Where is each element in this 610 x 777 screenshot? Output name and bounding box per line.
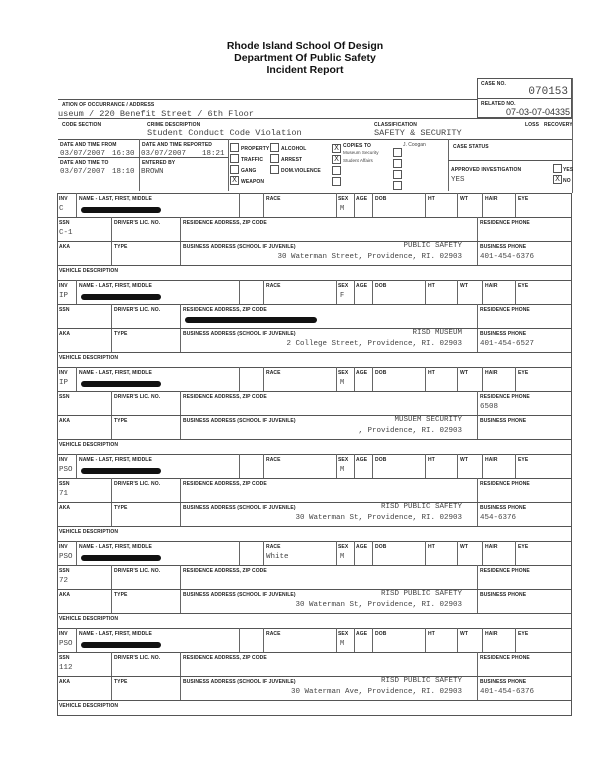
name-label: NAME - LAST, FIRST, MIDDLE — [79, 370, 152, 376]
sex-label: SEX — [338, 544, 349, 550]
business-phone-value: 454-6376 — [480, 514, 517, 522]
business-name-value: RISD MUSEUM — [412, 329, 462, 337]
ht-label: HT — [428, 457, 435, 463]
classification-value: SAFETY & SECURITY — [374, 128, 462, 138]
sex-label: SEX — [338, 370, 349, 376]
business-address-label: BUSINESS ADDRESS (SCHOOL IF JUVENILE) — [183, 418, 296, 424]
eye-label: EYE — [518, 631, 529, 637]
drivers-license-label: DRIVER'S LIC. NO. — [114, 481, 161, 487]
business-phone-label: BUSINESS PHONE — [480, 679, 527, 685]
type-label: TYPE — [114, 418, 128, 424]
inv-value: PSO — [59, 640, 73, 648]
ssn-label: SSN — [59, 655, 70, 661]
inv-value: PSO — [59, 553, 73, 561]
case-number-value: 070153 — [528, 86, 568, 98]
person-block — [57, 628, 572, 715]
vehicle-description-label: VEHICLE DESCRIPTION — [59, 529, 119, 535]
vehicle-description-label: VEHICLE DESCRIPTION — [59, 703, 119, 709]
approved-no-checkbox[interactable]: X — [553, 175, 562, 184]
date-from-value: 03/07/2007 — [60, 150, 106, 158]
age-label: AGE — [356, 544, 368, 550]
wt-label: WT — [460, 631, 468, 637]
sex-label: SEX — [338, 457, 349, 463]
aka-label: AKA — [59, 592, 71, 598]
race-label: RACE — [266, 283, 281, 289]
copies-to-label: COPIES TO — [343, 143, 372, 149]
vehicle-description-label: VEHICLE DESCRIPTION — [59, 616, 119, 622]
sex-label: SEX — [338, 283, 349, 289]
business-name-value: RISD PUBLIC SAFETY — [380, 677, 462, 685]
dom-violence-label: DOM.VIOLENCE — [281, 168, 321, 174]
dob-label: DOB — [375, 283, 387, 289]
residence-address-label: RESIDENCE ADDRESS, ZIP CODE — [183, 394, 267, 400]
business-phone-label: BUSINESS PHONE — [480, 505, 527, 511]
ssn-value: C-1 — [59, 229, 73, 237]
hair-label: HAIR — [485, 370, 498, 376]
person-block — [57, 280, 572, 367]
business-phone-label: BUSINESS PHONE — [480, 244, 527, 250]
vehicle-description-label: VEHICLE DESCRIPTION — [59, 355, 119, 361]
business-name-value: MUSUEM SECURITY — [394, 416, 462, 424]
sex-value: M — [340, 379, 345, 387]
copy-blank-checkbox-1[interactable] — [332, 166, 341, 175]
copy-extra-checkbox-3[interactable] — [393, 170, 402, 179]
aka-label: AKA — [59, 679, 71, 685]
crime-description-value: Student Conduct Code Violation — [147, 128, 302, 138]
weapon-checkbox[interactable]: X — [230, 176, 239, 185]
inv-label: INV — [59, 544, 68, 550]
alcohol-checkbox[interactable] — [270, 143, 279, 152]
date-reported-label: DATE AND TIME REPORTED — [142, 142, 212, 148]
business-phone-label: BUSINESS PHONE — [480, 331, 527, 337]
residence-address-label: RESIDENCE ADDRESS, ZIP CODE — [183, 220, 267, 226]
race-label: RACE — [266, 370, 281, 376]
ssn-value: 112 — [59, 664, 73, 672]
drivers-license-label: DRIVER'S LIC. NO. — [114, 655, 161, 661]
entered-by-value: BROWN — [141, 168, 164, 176]
name-label: NAME - LAST, FIRST, MIDDLE — [79, 544, 152, 550]
copy-extra-name: J. Coogan — [403, 142, 426, 148]
copy-student-affairs-checkbox[interactable]: X — [332, 155, 341, 164]
business-phone-label: BUSINESS PHONE — [480, 418, 527, 424]
residence-phone-label: RESIDENCE PHONE — [480, 655, 530, 661]
name-label: NAME - LAST, FIRST, MIDDLE — [79, 631, 152, 637]
business-phone-value: 401-454-6376 — [480, 253, 535, 261]
location-label: ATION OF OCCURRANCE / ADDRESS — [62, 102, 155, 108]
dob-label: DOB — [375, 457, 387, 463]
aka-label: AKA — [59, 418, 71, 424]
name-label: NAME - LAST, FIRST, MIDDLE — [79, 457, 152, 463]
race-label: RACE — [266, 457, 281, 463]
ssn-value: 72 — [59, 577, 69, 585]
gang-label: GANG — [241, 168, 257, 174]
report-department: Department Of Public Safety — [234, 52, 376, 64]
residence-phone-label: RESIDENCE PHONE — [480, 220, 530, 226]
wt-label: WT — [460, 544, 468, 550]
type-label: TYPE — [114, 592, 128, 598]
time-reported-value: 18:21 — [202, 150, 225, 158]
related-number-value: 07-03-07-04335 — [505, 107, 570, 117]
case-number-label: CASE NO. — [481, 81, 506, 87]
inv-value: PSO — [59, 466, 73, 474]
business-phone-value: 401-454-6527 — [480, 340, 535, 348]
residence-phone-label: RESIDENCE PHONE — [480, 481, 530, 487]
ssn-label: SSN — [59, 220, 70, 226]
code-section-label: CODE SECTION — [62, 122, 102, 128]
name-label: NAME - LAST, FIRST, MIDDLE — [79, 283, 152, 289]
business-address-label: BUSINESS ADDRESS (SCHOOL IF JUVENILE) — [183, 679, 296, 685]
sex-value: M — [340, 640, 345, 648]
wt-label: WT — [460, 283, 468, 289]
redacted-name — [81, 642, 161, 648]
redacted-name — [81, 555, 161, 561]
copy-extra-checkbox-2[interactable] — [393, 159, 402, 168]
date-reported-value: 03/07/2007 — [141, 150, 187, 158]
copy-museum-security-checkbox[interactable]: X — [332, 144, 341, 153]
residence-address-label: RESIDENCE ADDRESS, ZIP CODE — [183, 307, 267, 313]
redacted-name — [81, 381, 161, 387]
dob-label: DOB — [375, 631, 387, 637]
ssn-value: 71 — [59, 490, 69, 498]
gang-checkbox[interactable] — [230, 165, 239, 174]
sex-label: SEX — [338, 631, 349, 637]
sex-label: SEX — [338, 196, 349, 202]
time-from-value: 16:30 — [112, 150, 135, 158]
inv-value: IP — [59, 292, 69, 300]
inv-label: INV — [59, 196, 68, 202]
approved-investigation-value: YES — [451, 176, 465, 184]
person-block — [57, 193, 572, 280]
inv-label: INV — [59, 631, 68, 637]
residence-phone-label: RESIDENCE PHONE — [480, 394, 530, 400]
business-name-value: PUBLIC SAFETY — [403, 242, 462, 250]
residence-address-label: RESIDENCE ADDRESS, ZIP CODE — [183, 568, 267, 574]
residence-address-label: RESIDENCE ADDRESS, ZIP CODE — [183, 655, 267, 661]
type-label: TYPE — [114, 331, 128, 337]
wt-label: WT — [460, 370, 468, 376]
copy-student-affairs-label: Student Affairs — [343, 158, 373, 163]
ht-label: HT — [428, 544, 435, 550]
type-label: TYPE — [114, 505, 128, 511]
aka-label: AKA — [59, 331, 71, 337]
age-label: AGE — [356, 370, 368, 376]
name-label: NAME - LAST, FIRST, MIDDLE — [79, 196, 152, 202]
copy-extra-checkbox-4[interactable] — [393, 181, 402, 190]
race-label: RACE — [266, 196, 281, 202]
crime-description-label: CRIME DESCRIPTION — [147, 122, 201, 128]
business-name-value: RISD PUBLIC SAFETY — [380, 503, 462, 511]
business-address-value: , Providence, RI. 02903 — [358, 427, 462, 435]
ht-label: HT — [428, 196, 435, 202]
business-address-value: 30 Waterman Street, Providence, RI. 02903 — [277, 253, 462, 261]
business-address-value: 30 Waterman Ave, Providence, RI. 02903 — [290, 688, 462, 696]
business-address-label: BUSINESS ADDRESS (SCHOOL IF JUVENILE) — [183, 592, 296, 598]
residence-phone-label: RESIDENCE PHONE — [480, 568, 530, 574]
type-label: TYPE — [114, 679, 128, 685]
business-address-label: BUSINESS ADDRESS (SCHOOL IF JUVENILE) — [183, 505, 296, 511]
property-checkbox[interactable] — [230, 143, 239, 152]
redacted-name — [81, 468, 161, 474]
dob-label: DOB — [375, 196, 387, 202]
race-label: RACE — [266, 544, 281, 550]
age-label: AGE — [356, 196, 368, 202]
drivers-license-label: DRIVER'S LIC. NO. — [114, 568, 161, 574]
hair-label: HAIR — [485, 457, 498, 463]
loss-label: LOSS — [525, 122, 540, 128]
traffic-label: TRAFFIC — [241, 157, 264, 163]
business-phone-value: 401-454-6376 — [480, 688, 535, 696]
ssn-label: SSN — [59, 481, 70, 487]
report-org-name: Rhode Island School Of Design — [226, 40, 384, 52]
date-from-label: DATE AND TIME FROM — [60, 142, 117, 148]
type-label: TYPE — [114, 244, 128, 250]
ht-label: HT — [428, 283, 435, 289]
person-block — [57, 454, 572, 541]
inv-value: C — [59, 205, 64, 213]
hair-label: HAIR — [485, 283, 498, 289]
ht-label: HT — [428, 370, 435, 376]
eye-label: EYE — [518, 283, 529, 289]
approved-investigation-label: APPROVED INVESTIGATION — [451, 167, 522, 173]
arrest-label: ARREST — [281, 157, 303, 163]
eye-label: EYE — [518, 370, 529, 376]
ht-label: HT — [428, 631, 435, 637]
eye-label: EYE — [518, 544, 529, 550]
residence-phone-value: 6508 — [480, 403, 499, 411]
sex-value: M — [340, 205, 345, 213]
drivers-license-label: DRIVER'S LIC. NO. — [114, 307, 161, 313]
person-block — [57, 367, 572, 454]
age-label: AGE — [356, 283, 368, 289]
business-address-label: BUSINESS ADDRESS (SCHOOL IF JUVENILE) — [183, 331, 296, 337]
business-name-value: RISD PUBLIC SAFETY — [380, 590, 462, 598]
inv-value: IP — [59, 379, 69, 387]
business-address-value: 30 Waterman St, Providence, RI. 02903 — [295, 601, 462, 609]
copy-museum-security-label: Museum Security — [343, 150, 379, 155]
alcohol-label: ALCOHOL — [281, 146, 307, 152]
race-value: White — [266, 553, 289, 561]
ssn-label: SSN — [59, 568, 70, 574]
property-label: PROPERTY — [241, 146, 270, 152]
hair-label: HAIR — [485, 631, 498, 637]
arrest-checkbox[interactable] — [270, 154, 279, 163]
redacted-residence-address — [185, 317, 317, 323]
aka-label: AKA — [59, 505, 71, 511]
age-label: AGE — [356, 631, 368, 637]
dom-violence-checkbox[interactable] — [270, 165, 279, 174]
case-status-label: CASE STATUS — [453, 144, 489, 150]
related-number-box — [477, 98, 572, 118]
business-address-value: 30 Waterman St, Providence, RI. 02903 — [295, 514, 462, 522]
sex-value: M — [340, 466, 345, 474]
redacted-name — [81, 207, 161, 213]
ssn-label: SSN — [59, 394, 70, 400]
redacted-name — [81, 294, 161, 300]
weapon-label: WEAPON — [241, 179, 265, 185]
location-value: useum / 220 Benefit Street / 6th Floor — [58, 109, 254, 119]
race-label: RACE — [266, 631, 281, 637]
approved-yes-label: YES — [563, 167, 574, 173]
residence-phone-label: RESIDENCE PHONE — [480, 307, 530, 313]
entered-by-label: ENTERED BY — [142, 160, 176, 166]
date-to-value: 03/07/2007 — [60, 168, 106, 176]
date-to-label: DATE AND TIME TO — [60, 160, 109, 166]
copy-blank-checkbox-2[interactable] — [332, 177, 341, 186]
ssn-label: SSN — [59, 307, 70, 313]
eye-label: EYE — [518, 196, 529, 202]
case-number-box — [477, 78, 572, 99]
inv-label: INV — [59, 457, 68, 463]
inv-label: INV — [59, 370, 68, 376]
classification-label: CLASSIFICATION — [374, 122, 417, 128]
drivers-license-label: DRIVER'S LIC. NO. — [114, 394, 161, 400]
sex-value: F — [340, 292, 345, 300]
person-block — [57, 541, 572, 628]
approved-yes-checkbox[interactable] — [553, 164, 562, 173]
drivers-license-label: DRIVER'S LIC. NO. — [114, 220, 161, 226]
wt-label: WT — [460, 457, 468, 463]
business-phone-label: BUSINESS PHONE — [480, 592, 527, 598]
dob-label: DOB — [375, 544, 387, 550]
residence-address-label: RESIDENCE ADDRESS, ZIP CODE — [183, 481, 267, 487]
age-label: AGE — [356, 457, 368, 463]
wt-label: WT — [460, 196, 468, 202]
vehicle-description-label: VEHICLE DESCRIPTION — [59, 442, 119, 448]
traffic-checkbox[interactable] — [230, 154, 239, 163]
vehicle-description-label: VEHICLE DESCRIPTION — [59, 268, 119, 274]
business-address-value: 2 College Street, Providence, RI. 02903 — [286, 340, 462, 348]
business-address-label: BUSINESS ADDRESS (SCHOOL IF JUVENILE) — [183, 244, 296, 250]
time-to-value: 18:10 — [112, 168, 135, 176]
eye-label: EYE — [518, 457, 529, 463]
copy-extra-checkbox-1[interactable] — [393, 148, 402, 157]
hair-label: HAIR — [485, 196, 498, 202]
related-number-label: RELATED NO. — [481, 101, 516, 107]
hair-label: HAIR — [485, 544, 498, 550]
dob-label: DOB — [375, 370, 387, 376]
sex-value: M — [340, 553, 345, 561]
report-title: Incident Report — [266, 64, 344, 76]
inv-label: INV — [59, 283, 68, 289]
aka-label: AKA — [59, 244, 71, 250]
recovery-label: RECOVERY — [544, 122, 573, 128]
approved-no-label: NO — [563, 178, 571, 184]
